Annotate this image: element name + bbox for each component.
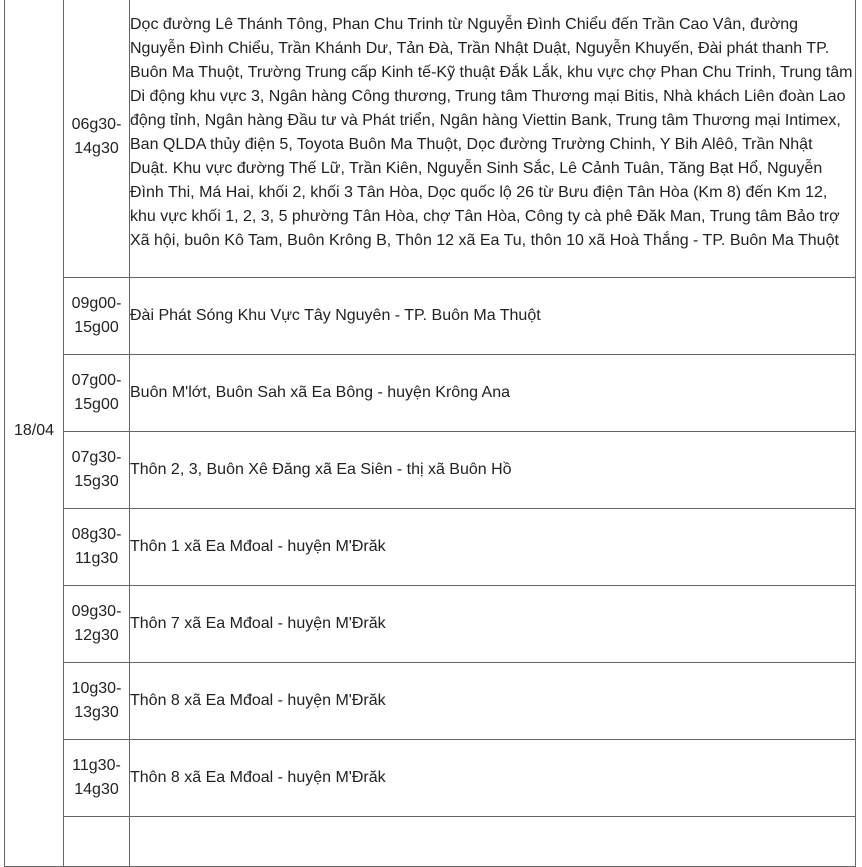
time-end: 15g30 — [74, 473, 119, 490]
time-cell — [64, 740, 130, 817]
area-cell: Đài Phát Sóng Khu Vực Tây Nguyên - TP. Buôn Ma Thuột — [130, 278, 856, 355]
time-start: 07g30- — [71, 449, 122, 466]
time-start: 09g30- — [71, 603, 122, 620]
table-row — [5, 432, 856, 509]
area-cell: Thôn 2, 3, Buôn Xê Đăng xã Ea Siên - thị xã Buôn Hồ — [130, 432, 856, 509]
time-cell — [64, 663, 130, 740]
time-end: 11g30 — [74, 550, 119, 567]
time-end: 13g30 — [74, 704, 119, 721]
time-cell — [64, 0, 130, 278]
time-start: 08g30- — [71, 526, 122, 543]
table-row — [5, 740, 856, 817]
time-cell — [64, 509, 130, 586]
area-cell: Buôn M'lớt, Buôn Sah xã Ea Bông - huyện Krông Ana — [130, 355, 856, 432]
outage-schedule-table — [4, 0, 856, 867]
area-cell: Thôn 8 xã Ea Mđoal - huyện M'Đrăk — [130, 740, 856, 817]
table-row — [5, 278, 856, 355]
area-cell: Thôn 7 xã Ea Mđoal - huyện M'Đrăk — [130, 586, 856, 663]
area-cell: Dọc đường Lê Thánh Tông, Phan Chu Trinh từ Nguyễn Đình Chiểu đến Trần Cao Vân, đường Nguyễn Đình Chiểu, Trần Khánh Dư, Tản Đà, Trần Nhật Duật, Nguyễn Khuyến, Đài phát thanh TP. Buôn Ma Thuột, Trường Trung cấp Kinh tế-Kỹ thuật Đắk Lắk, khu vực chợ Phan Chu Trinh, Trung tâm Di động khu vực 3, Ngân hàng Công thương, Trung tâm Thương mại Bitis, Nhà khách Liên đoàn Lao động tỉnh, Ngân hàng Đầu tư và Phát triển, Ngân hàng Viettin Bank, Trung tâm Thương mại Intimex, Ban QLDA thủy điện 5, Toyota Buôn Ma Thuột, Dọc đường Trường Chinh, Y Bih Alêô, Trần Nhật Duật. Khu vực đường Thế Lữ, Trần Kiên, Nguyễn Sinh Sắc, Lê Cảnh Tuân, Tăng Bạt Hổ, Nguyễn Đình Thi, Má Hai, khối 2, khối 3 Tân Hòa, Dọc quốc lộ 26 từ Bưu điện Tân Hòa (Km 8) đến Km 12, khu vực khối 1, 2, 3, 5 phường Tân Hòa, chợ Tân Hòa, Công ty cà phê Đăk Man, Trung tâm Bảo trợ Xã hội, buôn Kô Tam, Buôn Krông B, Thôn 12 xã Ea Tu, thôn 10 xã Hoà Thắng - TP. Buôn Ma Thuột — [130, 0, 856, 278]
time-start: 09g00- — [71, 295, 122, 312]
area-cell: Thôn 8 xã Ea Mđoal - huyện M'Đrăk — [130, 663, 856, 740]
time-start: 06g30- — [71, 115, 122, 133]
table-row — [5, 663, 856, 740]
time-end: 15g00 — [74, 319, 119, 336]
time-cell — [64, 817, 130, 867]
area-cell: Thôn 1 xã Ea Mđoal - huyện M'Đrăk — [130, 509, 856, 586]
table-row — [5, 509, 856, 586]
table-row — [5, 817, 856, 867]
time-start: 10g30- — [71, 680, 122, 697]
table-row — [5, 355, 856, 432]
time-cell — [64, 355, 130, 432]
area-cell — [130, 817, 856, 867]
table-row — [5, 0, 856, 278]
time-end: 12g30 — [74, 627, 119, 644]
time-cell — [64, 432, 130, 509]
date-cell: 18/04 — [5, 0, 64, 867]
table-row — [5, 586, 856, 663]
time-cell — [64, 278, 130, 355]
time-end: 15g00 — [74, 396, 119, 413]
time-end: 14g30 — [74, 139, 119, 157]
time-start: 11g30- — [72, 757, 121, 774]
time-end: 14g30 — [74, 781, 119, 798]
time-cell — [64, 586, 130, 663]
time-start: 07g00- — [71, 372, 122, 389]
